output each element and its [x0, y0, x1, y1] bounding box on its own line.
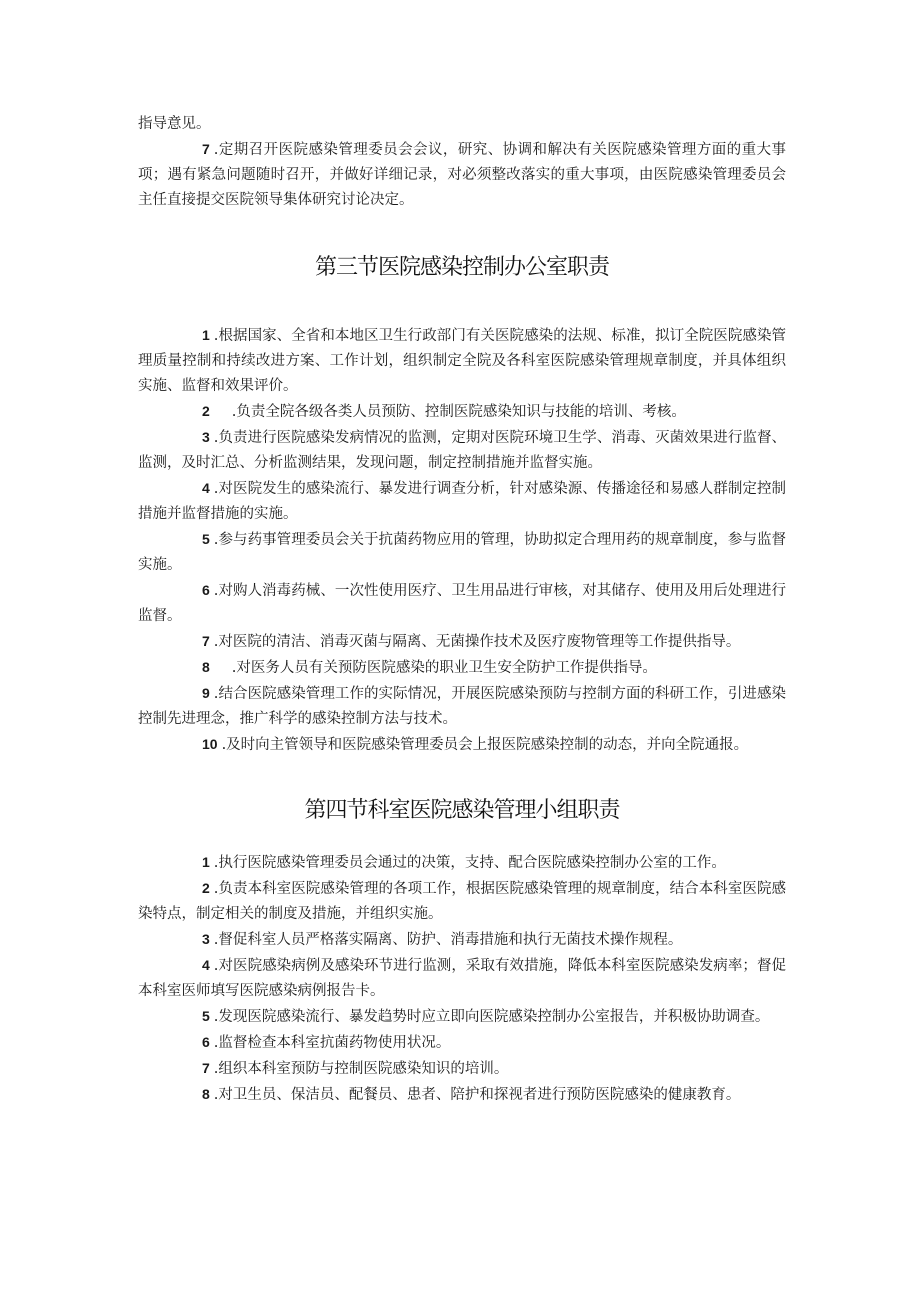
list-item — [138, 655, 786, 681]
item-number: 4 — [202, 480, 210, 496]
item-number: 7 — [202, 633, 210, 649]
item-text: .对医院发生的感染流行、暴发进行调查分析，针对感染源、传播途径和易感人群制定控制措施并监督措施的实施。 — [138, 481, 786, 522]
item-number: 5 — [202, 531, 210, 547]
list-item — [138, 1030, 786, 1056]
item-text: .定期召开医院感染管理委员会会议，研究、协调和解决有关医院感染管理方面的重大事项；遇有紧急问题随时召开，并做好详细记录，对必须整改落实的重大事项，由医院感染管理委员会主任直接提交医院领导集体研究讨论决定。 — [138, 142, 786, 208]
item-number: 1 — [202, 327, 210, 343]
list-item — [138, 399, 786, 425]
section4-title: 第四节科室医院感染管理小组职责 — [304, 798, 620, 823]
list-item — [138, 953, 786, 1004]
item-number: 4 — [202, 957, 210, 973]
item-text: .发现医院感染流行、暴发趋势时应立即向医院感染控制办公室报告，并积极协助调查。 — [213, 1009, 770, 1025]
item-text: .监督检查本科室抗菌药物使用状况。 — [213, 1035, 451, 1051]
item-number: 2 — [202, 880, 210, 896]
list-item — [138, 578, 786, 629]
item-number: 6 — [202, 1034, 210, 1050]
section3-list — [138, 323, 786, 758]
item-text: .组织本科室预防与控制医院感染知识的培训。 — [213, 1061, 509, 1077]
item-text: .督促科室人员严格落实隔离、防护、消毒措施和执行无菌技术操作规程。 — [213, 932, 683, 948]
item-number: 6 — [202, 582, 210, 598]
item-text: .负责本科室医院感染管理的各项工作，根据医院感染管理的规章制度，结合本科室医院感染特点，制定相关的制度及措施，并组织实施。 — [138, 881, 786, 922]
item-text: .负责进行医院感染发病情况的监测，定期对医院环境卫生学、消毒、灭菌效果进行监督、监测，及时汇总、分析监测结果，发现问题，制定控制措施并监督实施。 — [138, 430, 786, 471]
item-text: .负责全院各级各类人员预防、控制医院感染知识与技能的培训、考核。 — [231, 404, 686, 420]
list-item — [138, 425, 786, 476]
item-text: .及时向主管领导和医院感染管理委员会上报医院感染控制的动态，并向全院通报。 — [221, 737, 749, 753]
document-body — [138, 112, 786, 1108]
item-number: 2 — [202, 403, 210, 419]
list-item — [138, 1056, 786, 1082]
section4-list — [138, 850, 786, 1108]
list-item — [138, 476, 786, 527]
item-text: .结合医院感染管理工作的实际情况，开展医院感染预防与控制方面的科研工作，引进感染控制先进理念，推广科学的感染控制方法与技术。 — [138, 686, 786, 727]
item-text: .根据国家、全省和本地区卫生行政部门有关医院感染的法规、标准，拟订全院医院感染管理质量控制和持续改进方案、工作计划，组织制定全院及各科室医院感染管理规章制度，并具体组织实施、监督和效果评价。 — [138, 328, 786, 394]
section3-title: 第三节医院感染控制办公室职责 — [314, 255, 609, 280]
list-item — [138, 629, 786, 655]
item-text: .对医院的清洁、消毒灭菌与隔离、无菌操作技术及医疗废物管理等工作提供指导。 — [213, 634, 741, 650]
intro-item-7 — [138, 137, 786, 213]
item-number: 7 — [202, 1060, 210, 1076]
list-item — [138, 876, 786, 927]
item-text: .对购人消毒药械、一次性使用医疗、卫生用品进行审核，对其储存、使用及用后处理进行监督。 — [138, 583, 786, 624]
item-text: .对卫生员、保洁员、配餐员、患者、陪护和探视者进行预防医院感染的健康教育。 — [213, 1087, 741, 1103]
item-number: 8 — [202, 659, 210, 675]
item-text: .对医务人员有关预防医院感染的职业卫生安全防护工作提供指导。 — [231, 660, 657, 676]
item-number: 9 — [202, 685, 210, 701]
item-number: 10 — [202, 736, 218, 752]
item-text: .参与药事管理委员会关于抗菌药物应用的管理，协助拟定合理用药的规章制度，参与监督实施。 — [138, 532, 786, 573]
item-number: 7 — [202, 141, 210, 157]
item-number: 3 — [202, 931, 210, 947]
item-number: 3 — [202, 429, 210, 445]
item-number: 1 — [202, 854, 210, 870]
list-item — [138, 1082, 786, 1108]
list-item — [138, 1004, 786, 1030]
list-item — [138, 927, 786, 953]
list-item — [138, 527, 786, 578]
item-number: 5 — [202, 1008, 210, 1024]
list-item — [138, 850, 786, 876]
item-text: .执行医院感染管理委员会通过的决策，支持、配合医院感染控制办公室的工作。 — [213, 855, 726, 871]
list-item — [138, 323, 786, 399]
list-item — [138, 681, 786, 732]
item-text: .对医院感染病例及感染环节进行监测，采取有效措施，降低本科室医院感染发病率；督促本科室医师填写医院感染病例报告卡。 — [138, 958, 786, 999]
item-number: 8 — [202, 1086, 210, 1102]
list-item — [138, 732, 786, 758]
intro-continuation: 指导意见。 — [138, 116, 211, 132]
